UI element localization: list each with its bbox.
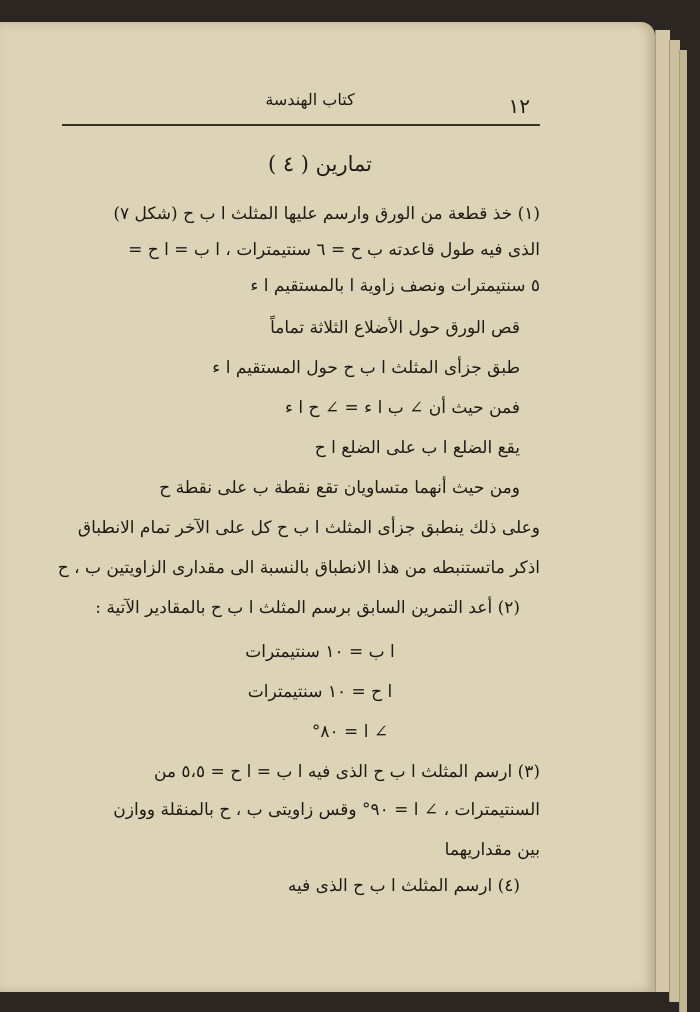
header-rule <box>62 124 540 126</box>
exercise-line: ا ح = ١٠ سنتيمترات <box>247 682 393 702</box>
page-number: ١٢ <box>508 94 530 118</box>
exercise-line: (٣) ارسم المثلث ا ب ح الذى فيه ا ب = ا ح = ٥،٥ من <box>153 762 540 782</box>
exercise-line: ٥ سنتيمترات ونصف زاوية ا بالمستقيم ا ء <box>250 276 540 296</box>
page-edge <box>679 50 687 1012</box>
exercise-line: اذكر ماتستنبطه من هذا الانطباق بالنسبة الى مقدارى الزاويتين ب ، ح <box>57 558 540 578</box>
exercise-line: الذى فيه طول قاعدته ب ح = ٦ سنتيمترات ، ا ب = ا ح = <box>128 240 540 260</box>
exercise-line: طبق جزأى المثلث ا ب ح حول المستقيم ا ء <box>212 358 520 378</box>
exercise-line: وعلى ذلك ينطبق جزأى المثلث ا ب ح كل على الآخر تمام الانطباق <box>77 518 540 538</box>
exercise-line: بين مقداريهما <box>444 840 540 860</box>
exercise-line: فمن حيث أن ∠ ب ا ء = ∠ ح ا ء <box>284 398 520 418</box>
exercise-line: (٤) ارسم المثلث ا ب ح الذى فيه <box>287 876 520 896</box>
exercise-line: قص الورق حول الأضلاع الثلاثة تماماً <box>270 318 520 338</box>
exercise-line: (١) خذ قطعة من الورق وارسم عليها المثلث ا ب ح (شكل ٧) <box>113 204 540 224</box>
exercise-line: السنتيمترات ، ∠ ا = ٩٠° وقس زاويتى ب ، ح بالمنقلة ووازن <box>113 800 540 820</box>
page-edge <box>655 30 670 992</box>
exercise-line: ∠ ا = ٨٠° <box>311 722 389 742</box>
exercise-line: (٢) أعد التمرين السابق برسم المثلث ا ب ح بالمقادير الآتية : <box>95 598 520 618</box>
section-title: تمارين ( ٤ ) <box>267 152 373 176</box>
running-title: كتاب الهندسة <box>265 90 355 109</box>
exercise-line: ومن حيث أنهما متساويان تقع نقطة ب على نقطة ح <box>159 478 520 498</box>
exercise-line: ا ب = ١٠ سنتيمترات <box>245 642 395 662</box>
exercise-line: يقع الضلع ا ب على الضلع ا ح <box>314 438 520 458</box>
